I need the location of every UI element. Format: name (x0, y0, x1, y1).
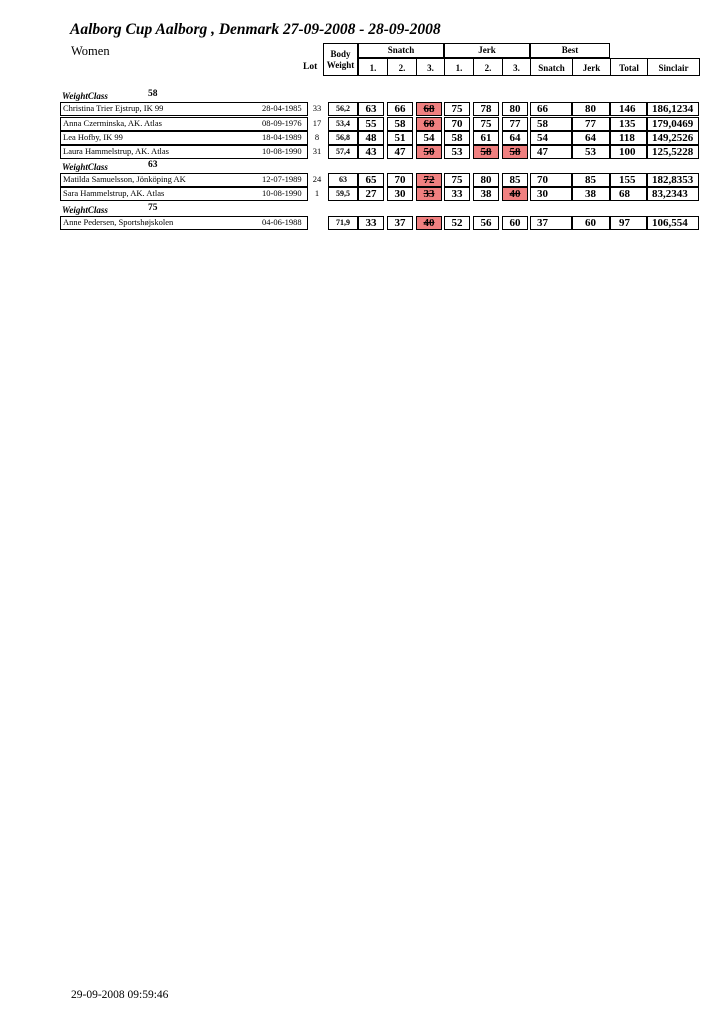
athlete-lot: 31 (312, 146, 322, 156)
snatch-att1-header-box (358, 58, 388, 76)
snatch-attempt-good: 37 (387, 216, 413, 230)
weight-class-label: WeightClass (62, 162, 108, 172)
snatch-header-label: Snatch (387, 45, 415, 55)
total-cell: 155 (610, 173, 647, 187)
snatch-att3-header: 3. (427, 63, 434, 73)
total-header-box (610, 58, 648, 76)
jerk-attempt-good: 85 (502, 173, 528, 187)
jerk-attempt-failed: 58 (502, 145, 528, 159)
best-header-label: Best (561, 45, 579, 55)
snatch-attempt-good: 65 (358, 173, 384, 187)
snatch-attempt-failed: 33 (416, 187, 442, 201)
snatch-att2-header: 2. (398, 63, 406, 73)
jerk-attempt-good: 33 (444, 187, 470, 201)
weight-class-label: WeightClass (62, 91, 108, 101)
jerk-attempt-good: 52 (444, 216, 470, 230)
body-weight-cell: 63 (328, 173, 358, 187)
body-weight-header-line2: Weight (326, 60, 355, 70)
snatch-attempt-good: 30 (387, 187, 413, 201)
sinclair-cell: 83,2343 (647, 187, 699, 201)
best-jerk-cell: 38 (572, 187, 610, 201)
athlete-lot: 8 (314, 132, 320, 142)
jerk-attempt-failed: 58 (473, 145, 499, 159)
athlete-lot: 24 (312, 174, 322, 184)
snatch-attempt-good: 43 (358, 145, 384, 159)
snatch-attempt-good: 70 (387, 173, 413, 187)
jerk-att2-header-box (473, 58, 503, 76)
best-snatch-header-box (530, 58, 573, 76)
jerk-attempt-good: 53 (444, 145, 470, 159)
jerk-header (444, 43, 530, 58)
snatch-header (358, 43, 444, 58)
jerk-attempt-good: 64 (502, 131, 528, 145)
athlete-birthdate: 28-04-1985 (262, 103, 302, 113)
sinclair-cell: 125,5228 (647, 145, 699, 159)
best-jerk-cell: 64 (572, 131, 610, 145)
best-snatch-cell: 70 (530, 173, 572, 187)
athlete-birthdate: 10-08-1990 (262, 188, 302, 198)
athlete-lot: 1 (314, 188, 320, 198)
sinclair-header: Sinclair (658, 63, 689, 73)
jerk-attempt-good: 60 (502, 216, 528, 230)
snatch-attempt-good: 55 (358, 117, 384, 131)
best-jerk-cell: 80 (572, 102, 610, 116)
weight-class-label: WeightClass (62, 205, 108, 215)
jerk-attempt-good: 38 (473, 187, 499, 201)
athlete-name: Lea Hofby, IK 99 (63, 132, 123, 142)
best-header (530, 43, 610, 58)
snatch-att2-header-box (387, 58, 417, 76)
body-weight-header (323, 43, 358, 76)
best-snatch-cell: 66 (530, 102, 572, 116)
best-jerk-cell: 77 (572, 117, 610, 131)
best-jerk-cell: 60 (572, 216, 610, 230)
athlete-birthdate: 08-09-1976 (262, 118, 302, 128)
total-cell: 146 (610, 102, 647, 116)
jerk-attempt-good: 58 (444, 131, 470, 145)
total-cell: 135 (610, 117, 647, 131)
weight-class-value: 63 (148, 160, 158, 170)
best-snatch-header: Snatch (538, 63, 565, 73)
total-cell: 68 (610, 187, 647, 201)
snatch-attempt-failed: 72 (416, 173, 442, 187)
jerk-attempt-good: 80 (502, 102, 528, 116)
body-weight-cell: 53,4 (328, 117, 358, 131)
jerk-header-label: Jerk (478, 45, 496, 55)
jerk-attempt-good: 75 (473, 117, 499, 131)
snatch-attempt-failed: 68 (416, 102, 442, 116)
jerk-att3-header-box (502, 58, 531, 76)
snatch-attempt-failed: 60 (416, 117, 442, 131)
jerk-att3-header: 3. (513, 63, 520, 73)
athlete-name: Laura Hammelstrup, AK. Atlas (63, 146, 169, 156)
jerk-attempt-good: 61 (473, 131, 499, 145)
sinclair-cell: 149,2526 (647, 131, 699, 145)
lot-header: Lot (303, 62, 318, 72)
athlete-name: Matilda Samuelsson, Jönköping AK (63, 174, 186, 184)
best-jerk-cell: 85 (572, 173, 610, 187)
sinclair-header-box (647, 58, 700, 76)
jerk-attempt-good: 77 (502, 117, 528, 131)
snatch-attempt-good: 63 (358, 102, 384, 116)
sinclair-cell: 186,1234 (647, 102, 699, 116)
athlete-name: Christina Trier Ejstrup, IK 99 (63, 103, 164, 113)
jerk-att1-header: 1. (455, 63, 463, 73)
snatch-attempt-good: 47 (387, 145, 413, 159)
weight-class-value: 58 (148, 89, 158, 99)
athlete-name: Anne Pedersen, Sportshøjskolen (63, 217, 174, 227)
snatch-attempt-good: 58 (387, 117, 413, 131)
snatch-attempt-good: 48 (358, 131, 384, 145)
sinclair-cell: 182,8353 (647, 173, 699, 187)
jerk-att2-header: 2. (484, 63, 492, 73)
athlete-birthdate: 12-07-1989 (262, 174, 302, 184)
sinclair-cell: 106,554 (647, 216, 699, 230)
athlete-birthdate: 10-08-1990 (262, 146, 302, 156)
athlete-birthdate: 04-06-1988 (262, 217, 302, 227)
body-weight-cell: 56,2 (328, 102, 358, 116)
best-snatch-cell: 47 (530, 145, 572, 159)
athlete-lot: 33 (312, 103, 322, 113)
athlete-name: Sara Hammelstrup, AK. Atlas (63, 188, 165, 198)
athlete-birthdate: 18-04-1989 (262, 132, 302, 142)
body-weight-header-line1: Body (330, 49, 351, 59)
category-label: Women (71, 44, 110, 58)
snatch-attempt-good: 51 (387, 131, 413, 145)
jerk-attempt-good: 75 (444, 102, 470, 116)
page-title: Aalborg Cup Aalborg , Denmark 27-09-2008 - 28-09-2008 (70, 21, 441, 38)
jerk-attempt-good: 78 (473, 102, 499, 116)
best-jerk-header-box (572, 58, 611, 76)
jerk-attempt-good: 75 (444, 173, 470, 187)
best-snatch-cell: 54 (530, 131, 572, 145)
jerk-att1-header-box (444, 58, 474, 76)
sinclair-cell: 179,0469 (647, 117, 699, 131)
best-jerk-header: Jerk (582, 63, 601, 73)
jerk-attempt-good: 70 (444, 117, 470, 131)
snatch-attempt-good: 66 (387, 102, 413, 116)
body-weight-cell: 56,8 (328, 131, 358, 145)
snatch-attempt-good: 33 (358, 216, 384, 230)
jerk-attempt-good: 56 (473, 216, 499, 230)
snatch-attempt-good: 27 (358, 187, 384, 201)
total-cell: 118 (610, 131, 647, 145)
jerk-attempt-good: 80 (473, 173, 499, 187)
body-weight-cell: 59,5 (328, 187, 358, 201)
snatch-attempt-good: 54 (416, 131, 442, 145)
best-snatch-cell: 30 (530, 187, 572, 201)
body-weight-cell: 71,9 (328, 216, 358, 230)
best-snatch-cell: 37 (530, 216, 572, 230)
snatch-attempt-failed: 40 (416, 216, 442, 230)
best-jerk-cell: 53 (572, 145, 610, 159)
snatch-att3-header-box (416, 58, 445, 76)
snatch-att1-header: 1. (369, 63, 377, 73)
best-snatch-cell: 58 (530, 117, 572, 131)
weight-class-value: 75 (148, 203, 158, 213)
athlete-name: Anna Czerminska, AK. Atlas (63, 118, 162, 128)
body-weight-cell: 57,4 (328, 145, 358, 159)
total-header: Total (619, 63, 639, 73)
athlete-lot: 17 (312, 118, 322, 128)
snatch-attempt-failed: 50 (416, 145, 442, 159)
total-cell: 97 (610, 216, 647, 230)
total-cell: 100 (610, 145, 647, 159)
footer-timestamp: 29-09-2008 09:59:46 (71, 989, 169, 1001)
jerk-attempt-failed: 40 (502, 187, 528, 201)
